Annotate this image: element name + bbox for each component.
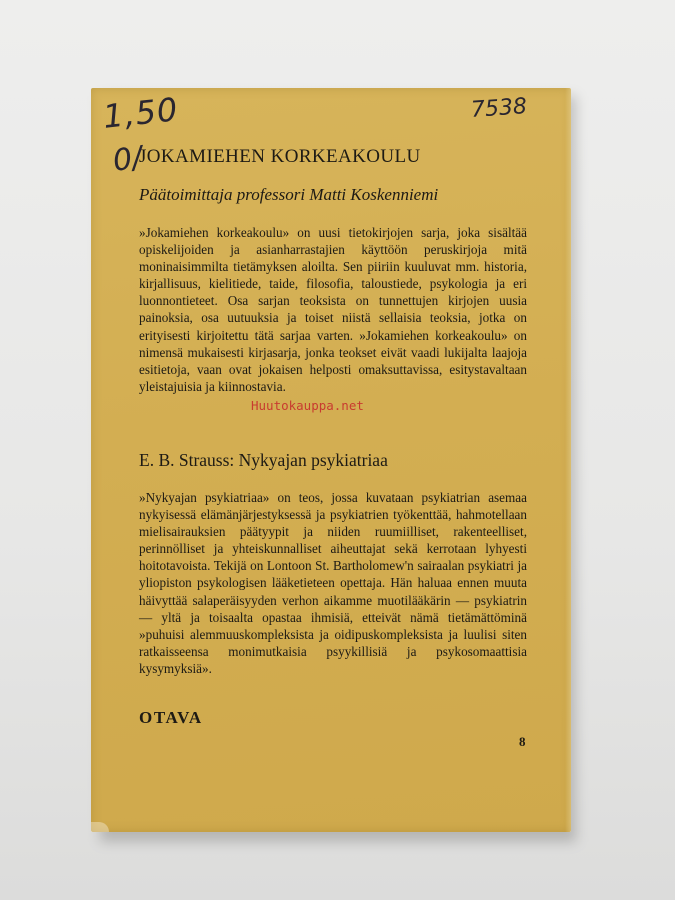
page-number: 8 [519,734,526,749]
series-title: JOKAMIEHEN KORKEAKOULU [139,146,421,167]
book-back-cover [91,88,571,832]
handwritten-code: 7538 [470,94,528,123]
book-title: E. B. Strauss: Nykyajan psykiatriaa [139,450,388,470]
watermark: Huutokauppa.net [251,398,364,413]
cover-edge [565,88,571,832]
book-description: »Nykyajan psykiatriaa» on teos, jossa kuvataan psykiatrian asemaa nykyisessä elämänjärjestyksessä ja psykiatrien työkenttää, hahmotellaan mielisairauksien päätyypit ja niiden ruumiilliset, rakenteelliset, perinnölliset ja yhteiskunnalliset aiheuttajat sekä kerrotaan lyhyesti hoitotavoista. Tekijä on Lontoon St. Bartholomew'n sairaalan psykiatri ja yliopiston psykologisen lääketieteen opettaja. Hän haluaa ennen muuta häivyttää salaperäisyyden verhon aikamme muotilääkärin — psykiatrin — yltä ja toisaalta opastaa ihmisiä, etteivät nämä tietämättöminä »puhuisi alemmuuskompleksista ja oidipuskompleksista ja luulisi siten ratkaisseensa monimutkaisia psyykillisiä ja psykosomaattisia kysymyksiä». [139,490,527,676]
handwritten-price: 1,50 [101,90,181,136]
corner-wear [91,822,109,832]
handwritten-mark: 0/ [110,140,145,179]
series-description: »Jokamiehen korkeakoulu» on uusi tietokirjojen sarja, joka sisältää opiskelijoiden ja asianharrastajien käyttöön peruskirjoja mitä moninaisimmilta tietämyksen aloilta. Sen piiriin kuuluvat mm. historia, kirjallisuus, kielitiede, taide, filosofia, taloustiede, psykologia ja eri luonnontieteet. Osa sarjan teoksista on tunnettujen kirjojen uusia painoksia, osa uutuuksia ja toiset niistä sellaisia teoksia, jotka on erityisesti kirjoitettu tätä sarjaa varten. »Jokamiehen korkeakoulu» on nimensä mukaisesti kirjasarja, jonka teokset eivät vaadi lukijalta laajoja esitietoja, vaan ovat jokaisen helposti omaksuttavissa, esitystavaltaan yleistajuisia ja kiinnostavia. [139,225,527,394]
publisher-name: OTAVA [139,708,203,727]
series-editor: Päätoimittaja professori Matti Koskenniemi [139,185,439,204]
